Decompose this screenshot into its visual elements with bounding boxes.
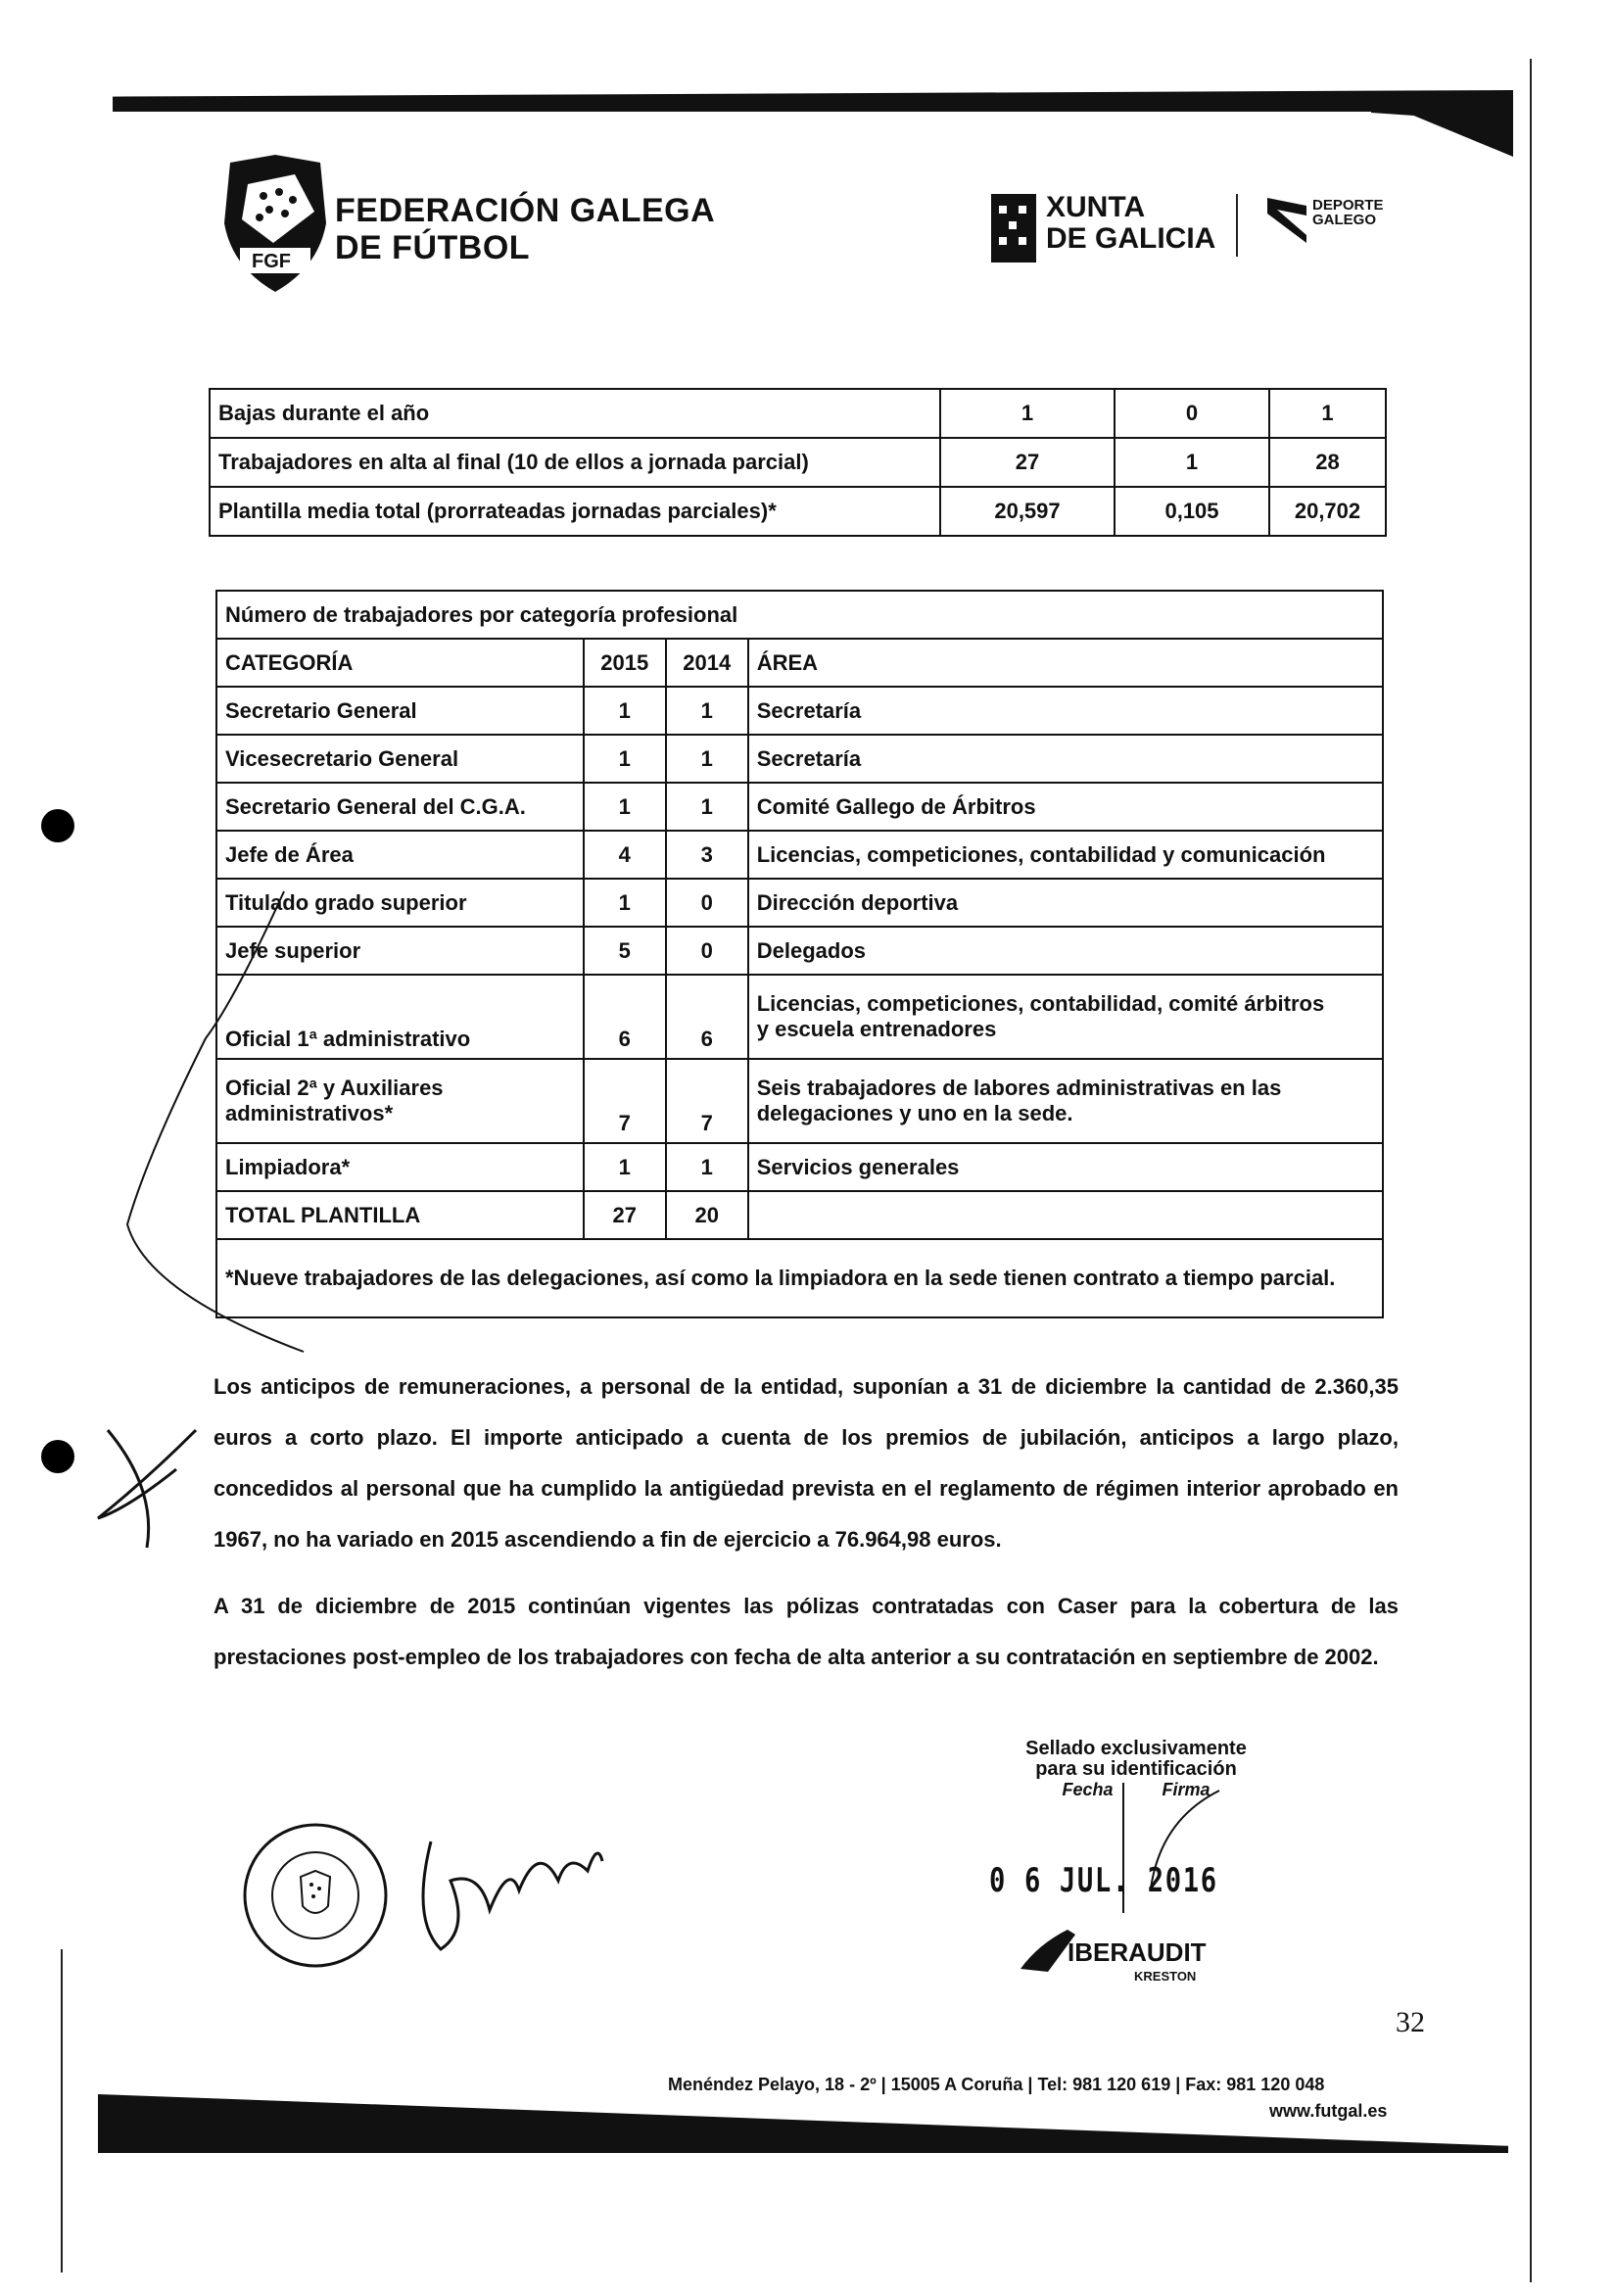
scan-edge-left	[61, 1949, 63, 2272]
table-footnote: *Nueve trabajadores de las delegaciones, así como la limpiadora en la sede tienen contrato a tiempo parcial.	[216, 1239, 1383, 1317]
cell-2015: 1	[584, 879, 666, 927]
org-title-line1: FEDERACIÓN GALEGA	[335, 192, 716, 229]
stamp-line1: Sellado exclusivamente	[1025, 1738, 1247, 1759]
cell-category: Secretario General	[216, 687, 584, 735]
cell-value: 1	[940, 389, 1115, 438]
total-2015: 27	[584, 1191, 666, 1239]
xunta-emblem-icon	[989, 192, 1038, 269]
xunta-line1: XUNTA	[1046, 191, 1146, 223]
cell-value: 20,597	[940, 487, 1115, 536]
table-row	[216, 735, 1383, 783]
cell-area-line2: delegaciones y uno en la sede.	[756, 1101, 1073, 1125]
cell-category-line2: administrativos*	[225, 1101, 394, 1125]
footer-address: Menéndez Pelayo, 18 - 2º | 15005 A Coruña | Tel: 981 120 619 | Fax: 981 120 048	[668, 2075, 1325, 2094]
header-bar-corner	[1371, 98, 1513, 157]
cell-2014: 7	[666, 1059, 748, 1143]
cell-2014: 0	[666, 879, 748, 927]
fgf-crest-logo	[220, 155, 330, 307]
cell-category: Secretario General del C.G.A.	[216, 783, 584, 831]
stamp-line2: para su identificación	[1035, 1758, 1237, 1780]
total-area	[748, 1191, 1383, 1239]
cell-category: Limpiadora*	[216, 1143, 584, 1191]
cell-2014: 3	[666, 831, 748, 879]
header-2015: 2015	[584, 639, 666, 687]
cell-area	[748, 975, 1383, 1059]
cell-category: Oficial 1ª administrativo	[216, 975, 584, 1059]
cell-area-line1: Licencias, competiciones, contabilidad, comité árbitros	[756, 991, 1325, 1016]
cell-2015: 1	[584, 735, 666, 783]
table-row	[210, 389, 1386, 438]
table-title-row	[216, 591, 1383, 639]
cell-2014: 1	[666, 783, 748, 831]
row-label: Bajas durante el año	[210, 389, 940, 438]
cell-2015: 7	[584, 1059, 666, 1143]
table-row	[216, 879, 1383, 927]
cell-area-line1: Seis trabajadores de labores administrativas en las	[756, 1076, 1282, 1100]
cell-2015: 1	[584, 687, 666, 735]
cell-area: Delegados	[748, 927, 1383, 975]
cell-2014: 1	[666, 735, 748, 783]
handwritten-initials-mark	[88, 1411, 235, 1562]
cell-area: Servicios generales	[748, 1143, 1383, 1191]
deporte-line1: DEPORTE	[1312, 197, 1384, 214]
auditor-name: IBERAUDIT	[1068, 1937, 1207, 1967]
fgf-logo-text: FGF	[252, 251, 291, 272]
cell-value: 0,105	[1115, 487, 1269, 536]
header-bar	[113, 90, 1513, 112]
table-row	[216, 831, 1383, 879]
stamp-divider	[1121, 1781, 1239, 1923]
deporte-galego-text	[1312, 198, 1384, 227]
row-label: Plantilla media total (prorrateadas jornadas parciales)*	[210, 487, 940, 536]
table-row	[210, 487, 1386, 536]
cell-category: Jefe de Área	[216, 831, 584, 879]
cell-total: 20,702	[1269, 487, 1386, 536]
table-row	[216, 1059, 1383, 1143]
paragraph-policies: A 31 de diciembre de 2015 continúan vigentes las pólizas contratadas con Caser para la cobertura de las prestaciones post-empleo de los trabajadores con fecha de alta anterior a su contratación en septiembre de 2002.	[214, 1594, 1399, 1669]
table-total-row	[216, 1191, 1383, 1239]
table-row	[216, 1143, 1383, 1191]
cell-category: Jefe superior	[216, 927, 584, 975]
federation-seal	[240, 1820, 392, 1977]
cell-category: Titulado grado superior	[216, 879, 584, 927]
logo-separator	[1236, 194, 1238, 257]
header-2014: 2014	[666, 639, 748, 687]
table-title: Número de trabajadores por categoría profesional	[216, 591, 1383, 639]
paragraph-advances: Los anticipos de remuneraciones, a personal de la entidad, suponían a 31 de diciembre la cantidad de 2.360,35 euros a corto plazo. El importe anticipado a cuenta de los premios de jubilación, anticipos a largo plazo, concedidos al personal que ha cumplido la antigüedad prevista en el reglamento de régimen interior aprobado en 1967, no ha variado en 2015 ascendiendo a fin de ejercicio a 76.964,98 euros.	[214, 1374, 1399, 1552]
staff-movements-table	[209, 388, 1387, 537]
xunta-line2: DE GALICIA	[1046, 222, 1216, 255]
table-row	[210, 438, 1386, 487]
org-title-line2: DE FÚTBOL	[335, 229, 531, 266]
scan-edge-right	[1530, 59, 1532, 2282]
row-label: Trabajadores en alta al final (10 de ellos a jornada parcial)	[210, 438, 940, 487]
cell-value: 27	[940, 438, 1115, 487]
xunta-title	[1046, 192, 1215, 255]
pen-annotation-line	[88, 882, 313, 1376]
signature	[392, 1822, 617, 1974]
org-title	[335, 192, 715, 266]
cell-2014: 0	[666, 927, 748, 975]
cell-2015: 5	[584, 927, 666, 975]
cell-area: Secretaría	[748, 687, 1383, 735]
cell-area	[748, 1059, 1383, 1143]
cell-value: 1	[1115, 438, 1269, 487]
cell-category: Vicesecretario General	[216, 735, 584, 783]
cell-2014: 1	[666, 1143, 748, 1191]
page-number: 32	[1396, 2006, 1425, 2038]
cell-2014: 1	[666, 687, 748, 735]
table-row	[216, 783, 1383, 831]
cell-2014: 6	[666, 975, 748, 1059]
cell-2015: 1	[584, 1143, 666, 1191]
cell-area-line2: y escuela entrenadores	[756, 1017, 997, 1041]
category-table	[215, 590, 1384, 1318]
stamp-fecha-label: Fecha	[1062, 1780, 1114, 1799]
cell-2015: 4	[584, 831, 666, 879]
cell-total: 28	[1269, 438, 1386, 487]
punch-hole	[41, 809, 74, 842]
stamp-date: 0 6 JUL. 2016	[989, 1861, 1218, 1900]
cell-2015: 1	[584, 783, 666, 831]
cell-2015: 6	[584, 975, 666, 1059]
punch-hole	[41, 1440, 74, 1473]
auditor-network: KRESTON	[1134, 1969, 1197, 1984]
cell-area: Secretaría	[748, 735, 1383, 783]
table-row	[216, 975, 1383, 1059]
table-row	[216, 687, 1383, 735]
header-area: ÁREA	[748, 639, 1383, 687]
cell-area: Comité Gallego de Árbitros	[748, 783, 1383, 831]
deporte-galego-icon	[1265, 196, 1308, 250]
total-label: TOTAL PLANTILLA	[216, 1191, 584, 1239]
header-category: CATEGORÍA	[216, 639, 584, 687]
deporte-line2: GALEGO	[1312, 212, 1377, 228]
table-header-row	[216, 639, 1383, 687]
cell-total: 1	[1269, 389, 1386, 438]
total-2014: 20	[666, 1191, 748, 1239]
stamp-firma-label: Firma	[1162, 1780, 1210, 1799]
table-row	[216, 927, 1383, 975]
cell-area: Dirección deportiva	[748, 879, 1383, 927]
cell-category-line1: Oficial 2ª y Auxiliares	[225, 1076, 444, 1100]
table-footnote-row	[216, 1239, 1383, 1317]
footer-website: www.futgal.es	[1269, 2101, 1388, 2121]
cell-area: Licencias, competiciones, contabilidad y comunicación	[748, 831, 1383, 879]
cell-value: 0	[1115, 389, 1269, 438]
